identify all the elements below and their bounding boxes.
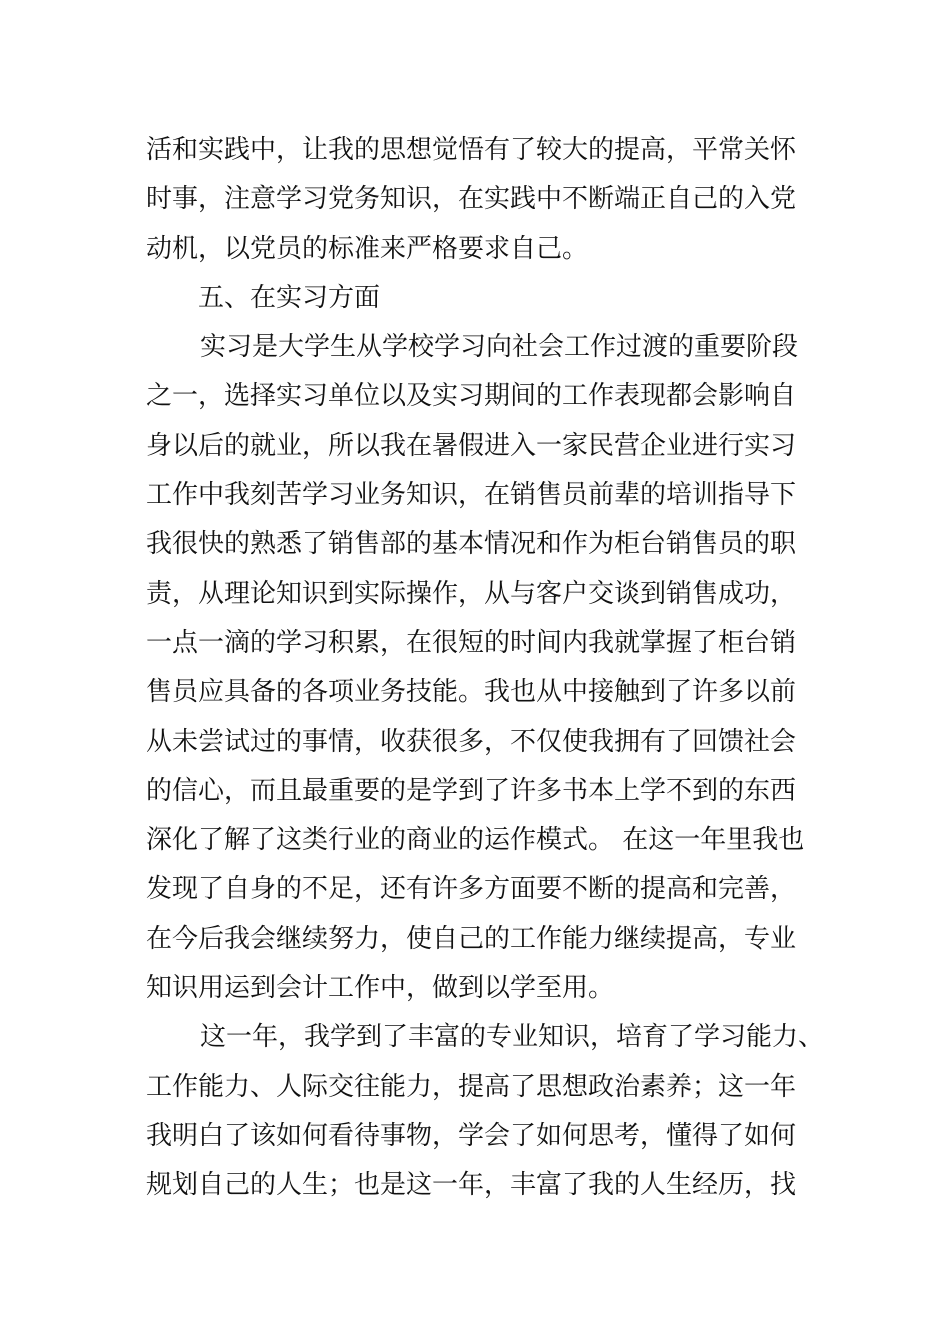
text-line: 之一，选择实习单位以及实习期间的工作表现都会影响自 [146, 381, 797, 412]
text-line: 规划自己的人生；也是这一年，丰富了我的人生经历，找 [146, 1170, 797, 1201]
document-body [146, 126, 836, 1211]
text-line: 知识用运到会计工作中，做到以学至用。 [146, 973, 615, 1004]
text-line: 深化了解了这类行业的商业的运作模式。 在这一年里我也 [146, 825, 805, 856]
text-line: 的信心，而且最重要的是学到了许多书本上学不到的东西 [146, 775, 797, 806]
text-line: 发现了自身的不足，还有许多方面要不断的提高和完善， [146, 874, 797, 905]
text-line: 售员应具备的各项业务技能。我也从中接触到了许多以前 [146, 677, 797, 708]
text-line: 实习是大学生从学校学习向社会工作过渡的重要阶段 [200, 332, 799, 363]
text-line: 时事，注意学习党务知识，在实践中不断端正自己的入党 [146, 184, 797, 215]
text-line: 我很快的熟悉了销售部的基本情况和作为柜台销售员的职 [146, 529, 797, 560]
text-line: 工作能力、人际交往能力，提高了思想政治素养；这一年 [146, 1071, 797, 1102]
text-line: 在今后我会继续努力，使自己的工作能力继续提高，专业 [146, 923, 797, 954]
text-line: 我明白了该如何看待事物，学会了如何思考，懂得了如何 [146, 1120, 797, 1151]
text-line: 身以后的就业，所以我在暑假进入一家民营企业进行实习 [146, 430, 797, 461]
text-line: 从未尝试过的事情，收获很多，不仅使我拥有了回馈社会 [146, 726, 797, 757]
section-heading: 五、在实习方面 [198, 282, 381, 313]
text-line: 工作中我刻苦学习业务知识，在销售员前辈的培训指导下 [146, 480, 797, 511]
text-line: 责，从理论知识到实际操作，从与客户交谈到销售成功， [146, 578, 797, 609]
text-line: 动机，以党员的标准来严格要求自己。 [146, 233, 589, 264]
text-line: 活和实践中，让我的思想觉悟有了较大的提高，平常关怀 [146, 135, 797, 165]
text-line: 这一年，我学到了丰富的专业知识，培育了学习能力、 [200, 1022, 825, 1053]
text-line: 一点一滴的学习积累，在很短的时间内我就掌握了柜台销 [146, 627, 797, 658]
